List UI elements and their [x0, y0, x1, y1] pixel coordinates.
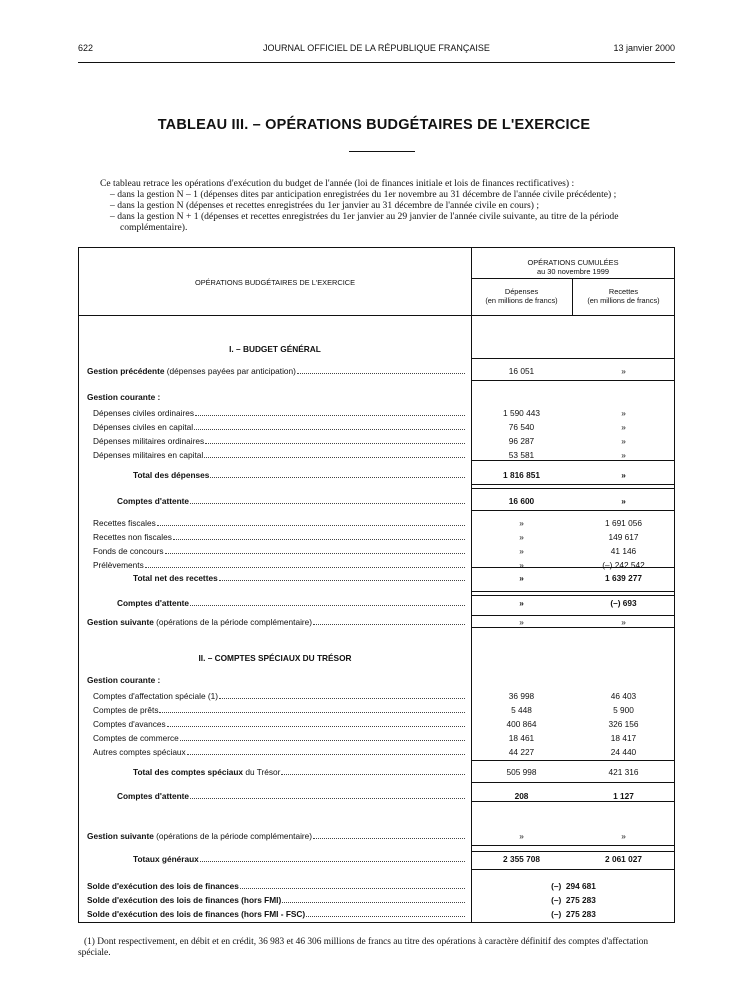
cell-border	[471, 460, 675, 461]
row-label	[93, 546, 467, 556]
row-label-text: (opérations de la période complémentaire)	[153, 617, 313, 627]
recettes-value: »	[621, 450, 626, 460]
dot-leader	[205, 442, 465, 444]
dot-leader	[240, 887, 465, 889]
row-label-text: Comptes d'affectation spéciale (1)	[93, 691, 219, 701]
row-label	[93, 719, 467, 729]
dot-leader	[145, 566, 465, 568]
col-header-line: Dépenses	[504, 287, 539, 296]
dot-leader	[200, 860, 465, 862]
depenses-value: 44 227	[508, 747, 535, 757]
journal-title: JOURNAL OFFICIEL DE LA RÉPUBLIQUE FRANÇAISE	[263, 43, 490, 53]
depenses-value: »	[519, 573, 524, 583]
row-label	[133, 767, 467, 777]
col-header-depenses	[471, 287, 572, 305]
depenses-value: 1 590 443	[503, 408, 540, 418]
row-label	[93, 518, 467, 528]
row-label	[117, 496, 467, 506]
intro-item: – dans la gestion N (dépenses et recettes enregistrées du 1er janvier au 31 décembre de l'année civile en cours) ;	[110, 200, 540, 211]
row-label	[87, 675, 467, 685]
row-label	[117, 791, 467, 801]
intro-item: – dans la gestion N + 1 (dépenses et recettes enregistrées du 1er janvier au 29 janvier de l'année civile suivante, au titre de la période complémentaire).	[110, 211, 619, 233]
recettes-value: 41 146	[610, 546, 637, 556]
row-label-text: Recettes fiscales	[93, 518, 156, 528]
row-label-bold: Gestion suivante	[87, 617, 154, 627]
depenses-value: »	[519, 617, 524, 627]
row-label-text: Prélèvements	[93, 560, 144, 570]
col-header-line: (en millions de francs)	[485, 296, 558, 305]
recettes-value: 2 061 027	[605, 854, 642, 864]
row-label-text: Autres comptes spéciaux	[93, 747, 186, 757]
depenses-value: 36 998	[508, 691, 535, 701]
row-label-bold: Solde d'exécution des lois de finances (hors FMI - FSC)	[87, 909, 306, 919]
cell-border	[471, 358, 675, 359]
dot-leader	[313, 837, 465, 839]
depenses-value: 5 448	[511, 705, 532, 715]
cell-border	[471, 801, 675, 802]
dot-leader	[204, 456, 465, 458]
row-label-text: Dépenses militaires ordinaires	[93, 436, 205, 446]
depenses-value: 2 355 708	[503, 854, 540, 864]
row-label-bold: Gestion courante :	[87, 392, 161, 402]
row-label-text: Dépenses civiles en capital	[93, 422, 194, 432]
row-label-bold: Solde d'exécution des lois de finances	[87, 881, 239, 891]
intro-paragraph	[100, 178, 680, 233]
row-label	[87, 617, 467, 627]
recettes-value: 421 316	[608, 767, 639, 777]
recettes-value: 24 440	[610, 747, 637, 757]
recettes-value: »	[621, 496, 626, 506]
row-label	[133, 573, 467, 583]
row-label-text: Dépenses civiles ordinaires	[93, 408, 194, 418]
row-label	[87, 881, 467, 891]
dot-leader	[180, 739, 465, 741]
row-label	[93, 691, 467, 701]
recettes-value: 46 403	[610, 691, 637, 701]
intro-lead: Ce tableau retrace les opérations d'exécution du budget de l'année (loi de finances initiale et lois de finances rectificatives) :	[100, 178, 575, 189]
dot-leader	[210, 476, 465, 478]
col-header-operations: OPÉRATIONS BUDGÉTAIRES DE L'EXERCICE	[194, 278, 356, 287]
dot-leader	[306, 915, 465, 917]
row-label	[93, 560, 467, 570]
depenses-value: »	[519, 532, 524, 542]
row-label-bold: Gestion suivante	[87, 831, 154, 841]
dot-leader	[219, 579, 465, 581]
depenses-value: 76 540	[508, 422, 535, 432]
row-label-bold: Comptes d'attente	[117, 598, 190, 608]
cell-border	[471, 851, 675, 852]
page-title: TABLEAU III. – OPÉRATIONS BUDGÉTAIRES DE L'EXERCICE	[157, 117, 591, 133]
depenses-value: 96 287	[508, 436, 535, 446]
recettes-value: »	[621, 831, 626, 841]
recettes-value: »	[621, 366, 626, 376]
row-label-bold: Gestion précédente	[87, 366, 165, 376]
row-label-bold: Total des comptes spéciaux	[133, 767, 244, 777]
dot-leader	[159, 711, 465, 713]
group-header-line: OPÉRATIONS CUMULÉES	[527, 258, 619, 267]
row-label-bold: Totaux généraux	[133, 854, 199, 864]
recettes-value: »	[621, 617, 626, 627]
recettes-value: 18 417	[610, 733, 637, 743]
dot-leader	[313, 623, 465, 625]
recettes-value: 1 691 056	[605, 518, 642, 528]
row-label-bold: Comptes d'attente	[117, 496, 190, 506]
dot-leader	[173, 538, 465, 540]
row-label	[93, 436, 467, 446]
row-label-text: Comptes d'avances	[93, 719, 166, 729]
header-rule	[78, 62, 675, 63]
depenses-value: 18 461	[508, 733, 535, 743]
solde-value: (–) 294 681	[551, 881, 596, 891]
row-label	[87, 366, 467, 376]
cell-border	[471, 627, 675, 628]
title-underline	[349, 151, 415, 152]
solde-value: (–) 275 283	[551, 895, 596, 905]
recettes-value: »	[621, 408, 626, 418]
row-label-text: (dépenses payées par anticipation)	[164, 366, 296, 376]
row-label-text: Comptes de commerce	[93, 733, 179, 743]
cell-border	[471, 591, 675, 592]
recettes-value: 5 900	[613, 705, 634, 715]
dot-leader	[157, 524, 465, 526]
running-header	[78, 43, 675, 57]
col-header-line: (en millions de francs)	[587, 296, 660, 305]
issue-date: 13 janvier 2000	[613, 43, 675, 53]
footnote: (1) Dont respectivement, en débit et en crédit, 36 983 et 46 306 millions de francs au titre des opérations à caractère définitif des comptes d'affectation spéciale.	[78, 937, 649, 958]
col-divider	[471, 248, 472, 923]
dot-leader	[219, 697, 465, 699]
budget-table	[78, 247, 675, 923]
page-number: 622	[78, 43, 94, 53]
row-label	[117, 598, 467, 608]
depenses-value: »	[519, 598, 524, 608]
depenses-value: 53 581	[508, 450, 535, 460]
row-label	[87, 909, 467, 919]
recettes-value: (–) 242 542	[602, 560, 645, 570]
recettes-value: 326 156	[608, 719, 639, 729]
row-label-bold: Solde d'exécution des lois de finances (hors FMI)	[87, 895, 282, 905]
depenses-value: 505 998	[506, 767, 537, 777]
col-header-line: Recettes	[608, 287, 639, 296]
depenses-value: 1 816 851	[503, 470, 540, 480]
dot-leader	[282, 901, 465, 903]
dot-leader	[195, 414, 465, 416]
dot-leader	[281, 773, 465, 775]
recettes-value: »	[621, 436, 626, 446]
intro-item: – dans la gestion N – 1 (dépenses dites par anticipation enregistrées du 1er novembre au 31 décembre de l'année civile précédente) ;	[110, 189, 617, 200]
row-label-bold: Total des dépenses	[133, 470, 210, 480]
section-heading: I. – BUDGET GÉNÉRAL	[229, 344, 321, 354]
row-label-text: Dépenses militaires en capital	[93, 450, 204, 460]
row-label-text: (opérations de la période complémentaire)	[153, 831, 313, 841]
row-label-text: Fonds de concours	[93, 546, 164, 556]
dot-leader	[297, 372, 465, 374]
cell-border	[471, 845, 675, 846]
row-label	[93, 747, 467, 757]
group-header-line: au 30 novembre 1999	[537, 267, 609, 276]
dot-leader	[167, 725, 465, 727]
recettes-value: (–) 693	[610, 598, 637, 608]
cell-border	[471, 510, 675, 511]
cell-border	[471, 782, 675, 783]
row-label-bold: Gestion courante :	[87, 675, 161, 685]
row-divider	[79, 315, 675, 316]
depenses-value: 16 051	[508, 366, 535, 376]
col-header-recettes	[572, 287, 675, 305]
depenses-value: 208	[514, 791, 529, 801]
row-label	[87, 392, 467, 402]
recettes-value: »	[621, 470, 626, 480]
row-label	[93, 422, 467, 432]
row-label	[133, 470, 467, 480]
row-label-text: du Trésor	[243, 767, 281, 777]
cell-border	[471, 380, 675, 381]
dot-leader	[190, 797, 465, 799]
depenses-value: »	[519, 546, 524, 556]
row-label	[133, 854, 467, 864]
cell-border	[471, 484, 675, 485]
depenses-value: »	[519, 518, 524, 528]
group-header	[471, 258, 675, 276]
dot-leader	[165, 552, 465, 554]
section-heading: II. – COMPTES SPÉCIAUX DU TRÉSOR	[198, 653, 352, 663]
row-label	[93, 450, 467, 460]
row-label-text: Recettes non fiscales	[93, 532, 172, 542]
recettes-value: 1 127	[613, 791, 634, 801]
cell-border	[471, 488, 675, 489]
depenses-value: »	[519, 560, 524, 570]
row-label	[93, 705, 467, 715]
recettes-value: 149 617	[608, 532, 639, 542]
cell-border	[471, 760, 675, 761]
dot-leader	[187, 753, 465, 755]
row-label-bold: Comptes d'attente	[117, 791, 190, 801]
depenses-value: »	[519, 831, 524, 841]
dot-leader	[190, 604, 465, 606]
cell-border	[471, 615, 675, 616]
row-divider	[471, 278, 675, 279]
recettes-value: »	[621, 422, 626, 432]
row-label	[93, 532, 467, 542]
row-label	[93, 733, 467, 743]
cell-border	[471, 595, 675, 596]
solde-value: (–) 275 283	[551, 909, 596, 919]
cell-border	[471, 869, 675, 870]
row-label	[87, 895, 467, 905]
row-label	[87, 831, 467, 841]
depenses-value: 16 600	[508, 496, 535, 506]
recettes-value: 1 639 277	[605, 573, 642, 583]
row-label-bold: Total net des recettes	[133, 573, 218, 583]
dot-leader	[190, 502, 465, 504]
depenses-value: 400 864	[506, 719, 537, 729]
row-label-text: Comptes de prêts	[93, 705, 159, 715]
row-label	[93, 408, 467, 418]
dot-leader	[194, 428, 465, 430]
